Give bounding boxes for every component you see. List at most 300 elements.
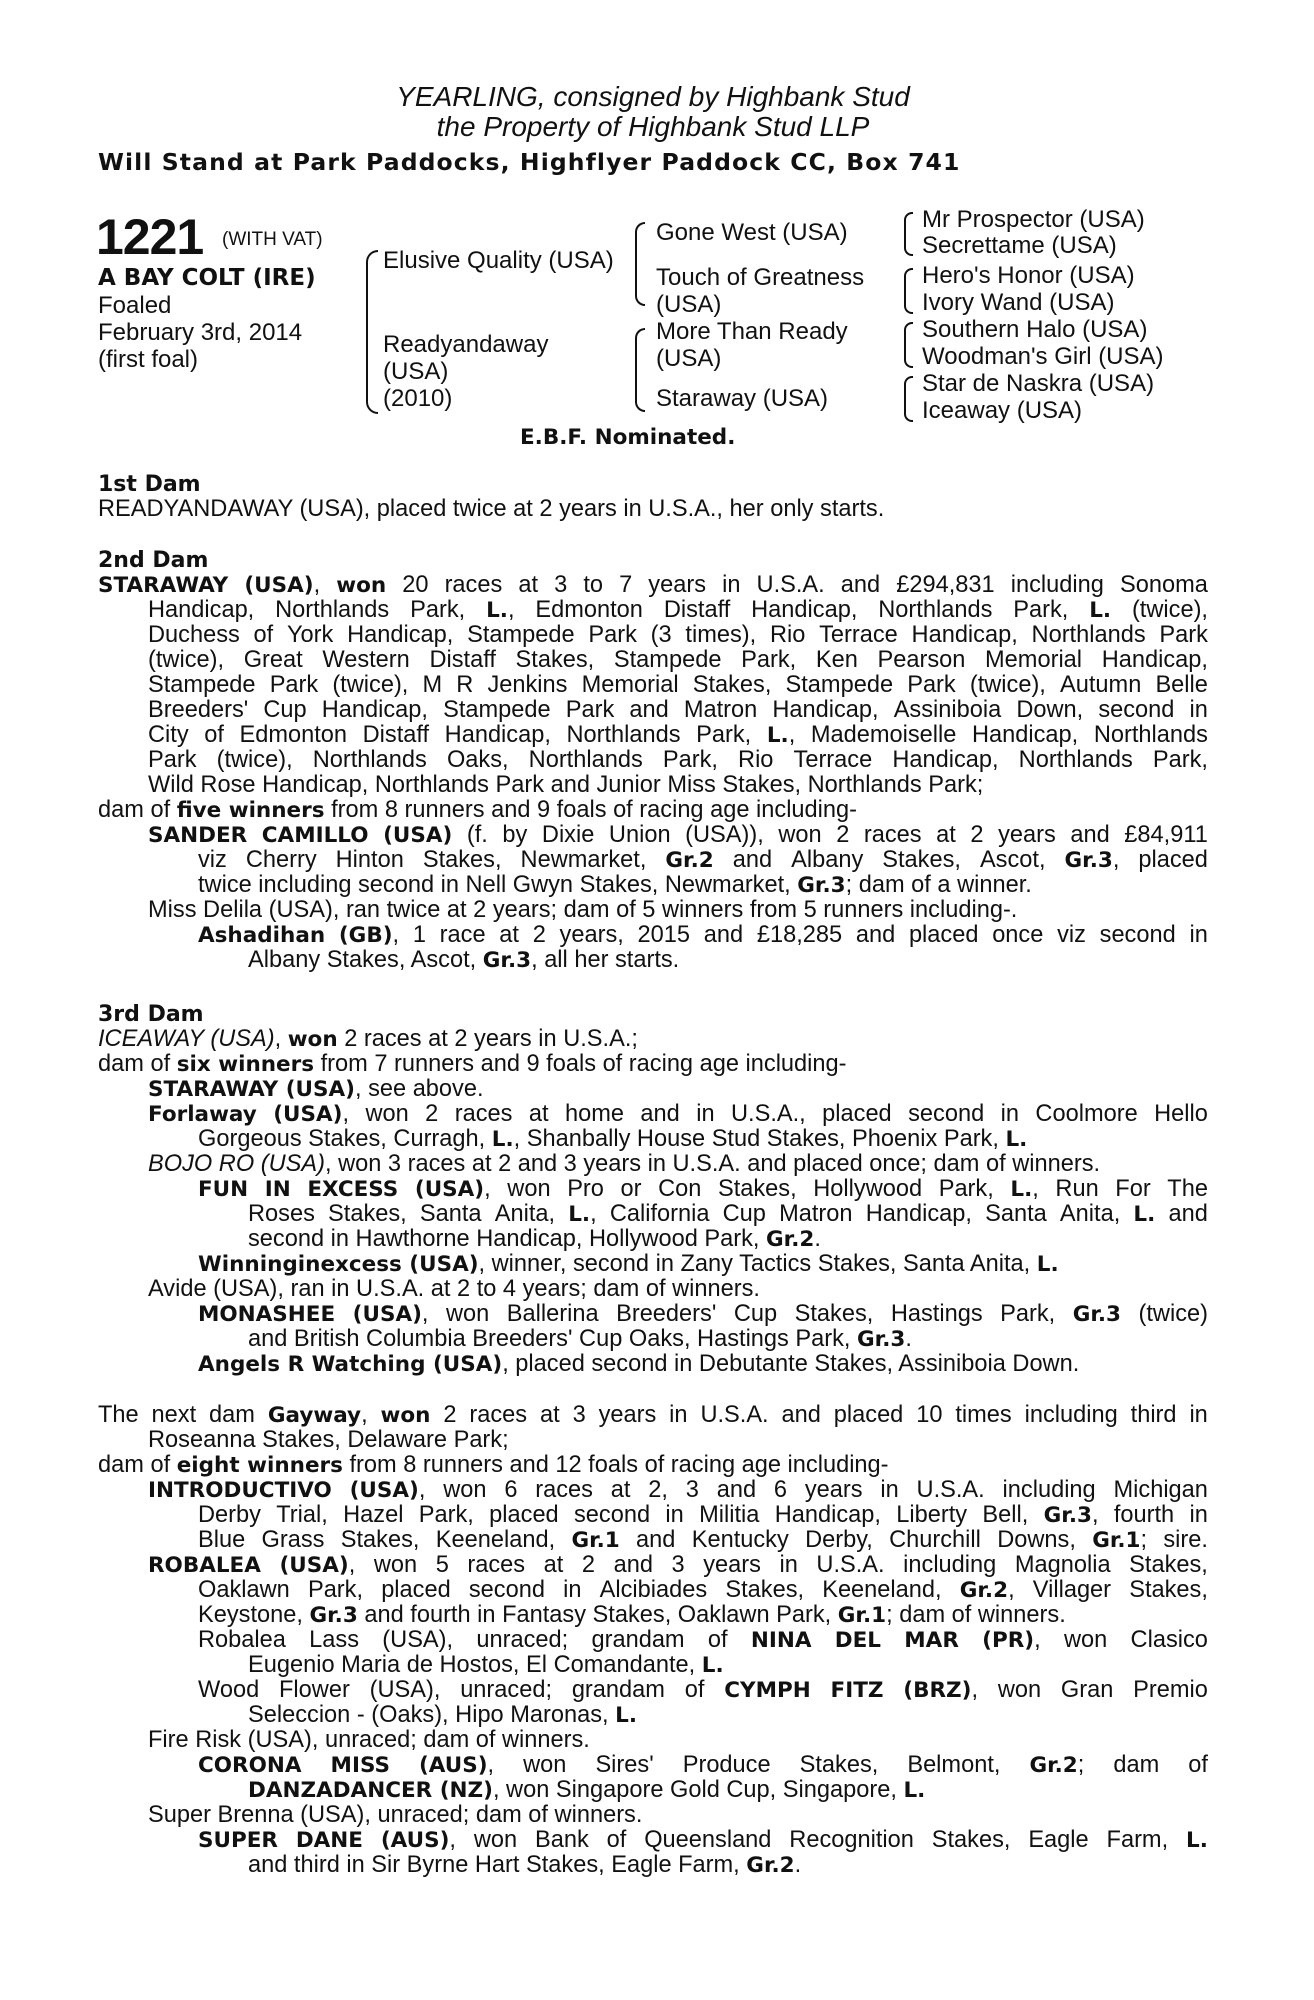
word: Gr.3, [1064, 847, 1120, 873]
word: ROBALEA [148, 1553, 261, 1578]
word: second [1099, 922, 1176, 948]
word: sire. [1163, 1527, 1208, 1553]
word: Stakes, [328, 1201, 407, 1227]
word: Cherry [245, 847, 317, 873]
word: Northlands [1018, 747, 1133, 773]
word: 2 [443, 1402, 457, 1428]
word: placed [822, 1101, 892, 1127]
word: Park [588, 622, 637, 648]
word: times [955, 1402, 1012, 1428]
word: Park [269, 672, 319, 698]
word: Derby [198, 1502, 261, 1528]
word: Gr.1 [571, 1528, 620, 1553]
word: Terrace [793, 747, 873, 773]
word: placed [833, 1402, 904, 1428]
word: Stakes, [340, 1527, 420, 1553]
g4-5: Southern Halo (USA) [922, 316, 1148, 343]
word: Cup [722, 1201, 766, 1227]
word: £18,285 [756, 922, 843, 948]
property-line: the Property of Highbank Stud LLP [436, 111, 870, 142]
word: Handicap, [751, 597, 858, 623]
word: Premio [1133, 1677, 1208, 1703]
word: Breeders' [616, 1301, 717, 1327]
pedigree-text-line [198, 923, 1208, 948]
word: (USA), [273, 1101, 350, 1127]
word: won [380, 1403, 431, 1428]
word: Roses [248, 1201, 315, 1227]
word: Flower [279, 1677, 350, 1703]
word: of [684, 1677, 705, 1703]
word: unraced; [476, 1627, 569, 1653]
word: CYMPH [724, 1678, 811, 1703]
word: viz [1057, 922, 1086, 948]
word: Northlands [566, 722, 681, 748]
word: Rio [738, 747, 774, 773]
word: Northlands [1031, 622, 1146, 648]
word: Park, [307, 1577, 364, 1603]
word: Belle [1155, 672, 1208, 698]
word: (GB), [338, 922, 400, 948]
word: Stakes, [717, 1176, 797, 1202]
pedigree-text-line [198, 1528, 1208, 1553]
word: Stakes, [1129, 1552, 1208, 1578]
word: 10 [916, 1402, 943, 1428]
word: Stakes, [692, 672, 772, 698]
word: Stakes, [1129, 1577, 1208, 1603]
foal-note: (first foal) [98, 346, 199, 373]
word: (BRZ), [903, 1677, 979, 1703]
word: in [779, 1552, 798, 1578]
word: Cup [733, 1301, 778, 1327]
word: race [439, 922, 486, 948]
word: second [468, 1577, 545, 1603]
word: Handicap, [892, 747, 999, 773]
pedigree-text-line: DANZADANCER (NZ), won Singapore Gold Cup, Singapore, L. [248, 1777, 926, 1803]
pedigree-text-line [98, 573, 1208, 598]
word: Sonoma [1119, 572, 1208, 598]
word: Ken [815, 647, 858, 673]
word: grandam [591, 1627, 685, 1653]
g4-8: Iceaway (USA) [922, 397, 1083, 424]
word: (USA), [382, 1627, 454, 1653]
word: Stampede [148, 672, 256, 698]
word: Lass [309, 1627, 360, 1653]
word: Gr.2; [1029, 1752, 1085, 1778]
word: L. [1186, 1828, 1208, 1853]
pedigree-text-line: STARAWAY (USA), see above. [148, 1076, 484, 1102]
word: placed [489, 1502, 559, 1528]
word: races [444, 572, 503, 598]
word: at [543, 1552, 564, 1578]
word: £84,911 [1124, 822, 1208, 848]
sire-dam-name: Touch of Greatness [656, 264, 865, 291]
word: 2, [648, 1477, 668, 1503]
word: of [606, 1827, 627, 1853]
word: and [840, 572, 881, 598]
word: Michigan [1113, 1477, 1208, 1503]
word: CORONA [198, 1753, 302, 1778]
word: or [620, 1176, 642, 1202]
pedigree-brace [635, 222, 645, 306]
word: Handicap, [347, 622, 454, 648]
word: and [629, 697, 669, 723]
word: INTRODUCTIVO [148, 1478, 332, 1503]
word: second [574, 1502, 651, 1528]
word: in [880, 1477, 899, 1503]
word: years [703, 1552, 761, 1578]
word: (3 [650, 622, 672, 648]
word: U.S.A. [700, 1402, 769, 1428]
word: Cup [263, 697, 307, 723]
word: Newmarket, [520, 847, 647, 873]
word: Sires' [595, 1752, 654, 1778]
word: (USA), [414, 1176, 491, 1202]
word: and [640, 1101, 680, 1127]
pedigree-text-line: ICEAWAY (USA), won 2 races at 2 years in U.S.A.; [98, 1026, 638, 1052]
word: Hollywood [813, 1176, 923, 1202]
pedigree-brace [366, 250, 378, 414]
pedigree-brace [904, 376, 913, 422]
pedigree-text-line [148, 1553, 1208, 1578]
word: and [716, 1477, 757, 1503]
word: Down, [1016, 697, 1084, 723]
word: Handicap, [772, 697, 879, 723]
word: 6 [773, 1477, 788, 1503]
word: Stampede [785, 672, 894, 698]
vat-label: (WITH VAT) [222, 229, 323, 250]
pedigree-text-line [198, 1578, 1208, 1603]
word: Ballerina [506, 1301, 599, 1327]
pedigree-text-line: Wild Rose Handicap, Northlands Park and Junior Miss Stakes, Northlands Park; [148, 772, 984, 798]
word: Park, [938, 1176, 994, 1202]
word: Handicap, [444, 722, 551, 748]
word: Autumn [1060, 672, 1142, 698]
word: Handicap, [971, 722, 1079, 748]
word: in [722, 572, 741, 598]
word: DEL [834, 1628, 881, 1653]
word: Breeders' [148, 697, 249, 723]
pedigree-text-line [198, 1302, 1208, 1327]
word: L., [568, 1201, 597, 1227]
word: Distaff [362, 722, 430, 748]
word: and [1070, 822, 1110, 848]
pedigree-brace [904, 322, 913, 368]
word: Churchill [889, 1527, 981, 1553]
word: Memorial [581, 672, 679, 698]
word: Gr.1; [1092, 1527, 1148, 1553]
word: at [528, 1101, 549, 1127]
word: U.S.A. [816, 1552, 885, 1578]
word: at [936, 822, 956, 848]
pedigree-text-line [198, 848, 1208, 873]
word: (PR), [982, 1627, 1041, 1653]
dam-sire-name: More Than Ready [656, 318, 848, 345]
word: 3 [554, 572, 568, 598]
word: L. [1133, 1202, 1156, 1227]
word: Handicap, [911, 622, 1018, 648]
word: Handicap, [774, 1502, 881, 1528]
word: Bell, [982, 1502, 1029, 1528]
word: Gr.3, [1043, 1502, 1099, 1528]
word: and [781, 1402, 821, 1428]
dam-sire-country: (USA) [656, 345, 722, 372]
g4-4: Ivory Wand (USA) [922, 289, 1115, 316]
word: IN [264, 1177, 291, 1202]
word: Park, [696, 722, 752, 748]
word: in [563, 1577, 582, 1603]
word: Terrace [819, 622, 898, 648]
word: Downs, [997, 1527, 1076, 1553]
word: L., [766, 722, 796, 748]
word: Rio [769, 622, 806, 648]
g4-2: Secrettame (USA) [922, 232, 1117, 259]
word: next [151, 1402, 197, 1428]
pedigree-text-line: second in Hawthorne Handicap, Hollywood Park, Gr.2. [248, 1226, 821, 1252]
word: Union [608, 822, 671, 848]
pedigree-text-line: Angels R Watching (USA), placed second in Debutante Stakes, Assiniboia Down. [198, 1351, 1080, 1377]
word: won [507, 1176, 551, 1202]
first-dam-heading: 1st Dam [98, 472, 201, 497]
word: Matron [683, 697, 758, 723]
word: Albany [791, 847, 864, 873]
word: Stakes, [422, 847, 502, 873]
word: Park, [1000, 1301, 1056, 1327]
pedigree-brace [904, 268, 913, 314]
dam-year: (2010) [383, 385, 453, 412]
pedigree-text-line [148, 723, 1208, 748]
word: Keeneland, [822, 1577, 942, 1603]
word: Park, [418, 1502, 474, 1528]
word: won [523, 1752, 567, 1778]
word: (twice), [969, 672, 1046, 698]
word: Park, [662, 747, 718, 773]
pedigree-text-line: Gorgeous Stakes, Curragh, L., Shanbally House Stud Stakes, Phoenix Park, L. [198, 1126, 1028, 1152]
word: 1 [412, 922, 426, 948]
pedigree-text-line: and British Columbia Breeders' Cup Oaks, Hastings Park, Gr.3. [248, 1326, 912, 1352]
word: at [539, 1402, 560, 1428]
word: Matron [779, 1201, 853, 1227]
word: unraced; [460, 1677, 553, 1703]
word: Handicap, [865, 1201, 972, 1227]
word: won [473, 1827, 518, 1853]
word: Northlands [312, 747, 427, 773]
word: Blue [198, 1527, 246, 1553]
word: Oaklawn [198, 1577, 290, 1603]
word: of [707, 1627, 728, 1653]
pedigree-text-line: Roseanna Stakes, Delaware Park; [148, 1427, 509, 1453]
word: once [992, 922, 1044, 948]
word: (f. [466, 822, 488, 848]
word: Produce [682, 1752, 771, 1778]
word: won [1063, 1627, 1108, 1653]
word: placed [381, 1577, 451, 1603]
g4-6: Woodman's Girl (USA) [922, 343, 1164, 370]
word: Gran [1060, 1677, 1114, 1703]
g4-1: Mr Prospector (USA) [922, 206, 1145, 233]
lot-number: 1221 [96, 209, 204, 265]
word: years [804, 1477, 863, 1503]
word: Stakes, [799, 1752, 879, 1778]
word: by [502, 822, 528, 848]
ebf-nominated: E.B.F. Nominated. [520, 425, 736, 450]
word: and [732, 847, 773, 873]
pedigree-text-line [148, 698, 1208, 723]
word: to [583, 572, 604, 598]
word: EXCESS [307, 1177, 399, 1202]
sire-sire-name: Gone West (USA) [656, 219, 848, 246]
word: R [456, 672, 474, 698]
foaled-date: February 3rd, 2014 [98, 319, 303, 346]
word: (USA), [279, 1552, 356, 1578]
pedigree-text-line [198, 1828, 1208, 1853]
word: Forlaway [148, 1102, 257, 1127]
word: (AUS), [380, 1827, 456, 1853]
sire-name: Elusive Quality (USA) [383, 247, 614, 274]
word: Hazel [343, 1502, 404, 1528]
word: including [1024, 1402, 1118, 1428]
word: Park [1159, 622, 1208, 648]
stand-location: Will Stand at Park Paddocks, Highflyer Paddock CC, Box 741 [98, 148, 961, 176]
word: in [1189, 1502, 1208, 1528]
pedigree-text-line: BOJO RO (USA), won 3 races at 2 and 3 years in U.S.A. and placed once; dam of winners. [148, 1151, 1101, 1177]
word: Stampede [443, 697, 551, 723]
second-dam-heading: 2nd Dam [98, 548, 209, 573]
word: For [1115, 1176, 1151, 1202]
word: and [636, 1527, 676, 1553]
word: Dixie [541, 822, 595, 848]
word: 2 [425, 1101, 439, 1127]
word: City [148, 722, 189, 748]
word: U.S.A. [756, 572, 825, 598]
word: Militia [699, 1502, 760, 1528]
word: M [422, 672, 443, 698]
word: Gr.2, [959, 1577, 1015, 1603]
g4-7: Star de Naskra (USA) [922, 370, 1155, 397]
word: SANDER [148, 823, 248, 848]
word: Farm, [1106, 1827, 1169, 1853]
word: won [997, 1677, 1042, 1703]
pedigree-text-line [148, 673, 1208, 698]
word: Eagle [1028, 1827, 1089, 1853]
word: Robalea [198, 1627, 286, 1653]
word: Liberty [896, 1502, 968, 1528]
word: Alcibiades [599, 1577, 708, 1603]
pedigree-text-line [148, 748, 1208, 773]
word: Keeneland, [435, 1527, 556, 1553]
pedigree-text-line [198, 1753, 1208, 1778]
word: in [665, 1502, 684, 1528]
word: won [336, 573, 387, 598]
pedigree-text-line [198, 1503, 1208, 1528]
word: 3 [572, 1402, 586, 1428]
word: Kentucky [691, 1527, 789, 1553]
word: Stampede [467, 622, 575, 648]
word: dam [1113, 1752, 1160, 1778]
word: Handicap, [1101, 647, 1208, 673]
word: Stakes, [515, 647, 595, 673]
pedigree-text-line [198, 1628, 1208, 1653]
word: Anita, [494, 1201, 556, 1227]
word: Great [243, 647, 303, 673]
word: (USA), [244, 572, 321, 598]
word: and [703, 922, 744, 948]
word: won [443, 1477, 487, 1503]
word: Grass [261, 1527, 325, 1553]
word: NINA [750, 1628, 812, 1653]
word: MISS [330, 1753, 390, 1778]
word: Con [658, 1176, 702, 1202]
word: Edmonton [535, 597, 643, 623]
word: in [696, 1101, 715, 1127]
word: in [1189, 1402, 1208, 1428]
first-dam-text: READYANDAWAY (USA), placed twice at 2 years in U.S.A., her only starts. [98, 496, 885, 522]
pedigree-text-line: Seleccion - (Oaks), Hipo Maronas, L. [248, 1702, 638, 1728]
word: races [469, 1402, 528, 1428]
word: Park, [1013, 597, 1069, 623]
word: at [499, 922, 519, 948]
word: including [1002, 1477, 1096, 1503]
word: Hello [1154, 1101, 1208, 1127]
word: Handicap, [321, 697, 428, 723]
word: dam [209, 1402, 255, 1428]
word: CAMILLO [261, 823, 369, 848]
pedigree-text-line: Avide (USA), ran in U.S.A. at 2 to 4 years; dam of winners. [148, 1276, 760, 1302]
pedigree-text-line [148, 648, 1208, 673]
word: 7 [619, 572, 633, 598]
word: placed [908, 922, 979, 948]
word: third [1130, 1402, 1177, 1428]
word: California [609, 1201, 710, 1227]
word: at [518, 572, 539, 598]
word: at [610, 1477, 631, 1503]
word: Run [1055, 1176, 1099, 1202]
word: viz [198, 847, 227, 873]
word: £294,831 [896, 572, 995, 598]
word: won [778, 822, 822, 848]
word: Pearson [877, 647, 966, 673]
pedigree-text-line [148, 823, 1208, 848]
word: races [535, 1477, 593, 1503]
word: MAR [904, 1628, 959, 1653]
word: in [1189, 697, 1208, 723]
word: including [903, 1552, 997, 1578]
pedigree-text-line: Winninginexcess (USA), winner, second in Zany Tactics Stakes, Santa Anita, L. [198, 1251, 1059, 1277]
word: of [253, 622, 274, 648]
word: Northlands [528, 747, 643, 773]
word: L. [1089, 598, 1112, 623]
word: Hinton [335, 847, 404, 873]
word: Belmont, [907, 1752, 1001, 1778]
word: years [598, 1402, 657, 1428]
word: years, [559, 922, 624, 948]
pedigree-text-line: dam of five winners from 8 runners and 9 foals of racing age including- [98, 797, 858, 823]
word: SUPER [198, 1828, 278, 1853]
word: home [564, 1101, 624, 1127]
pedigree-text-line [248, 1202, 1208, 1227]
word: The [98, 1402, 139, 1428]
word: fourth [1113, 1502, 1175, 1528]
word: 2 [581, 1552, 596, 1578]
word: Stakes, [931, 1827, 1011, 1853]
word: Queensland [644, 1827, 772, 1853]
word: Derby, [805, 1527, 873, 1553]
word: 20 [402, 572, 429, 598]
word: Park [565, 697, 615, 723]
word: Oaks, [446, 747, 509, 773]
word: of [204, 722, 224, 748]
word: races [467, 1552, 526, 1578]
word: Anita, [1059, 1201, 1121, 1227]
